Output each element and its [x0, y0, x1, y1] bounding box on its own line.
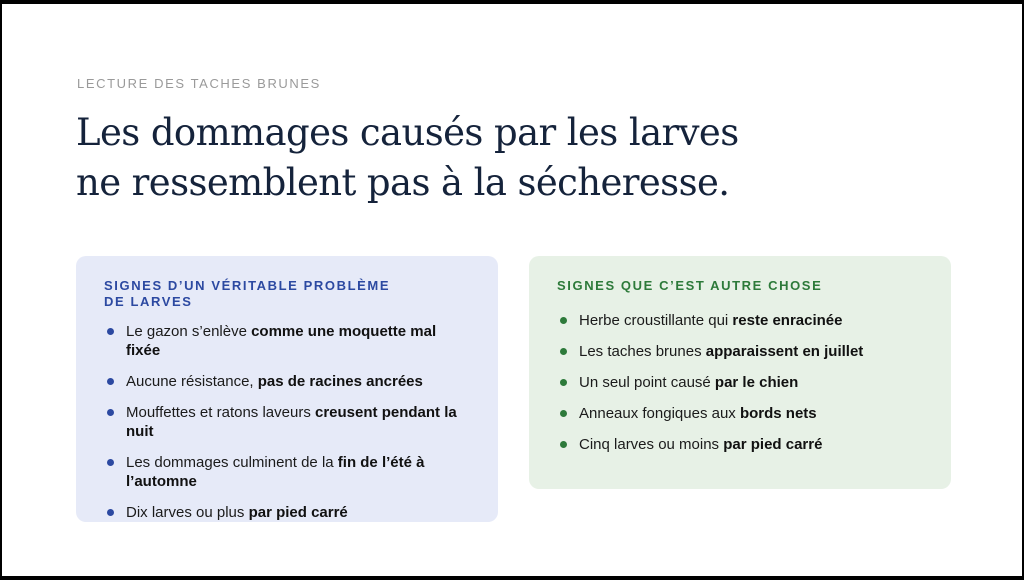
- item-text: Le gazon s’enlève: [126, 323, 252, 340]
- list-item: [557, 435, 923, 454]
- bullet-icon: [107, 509, 114, 516]
- item-text: Cinq larves ou moins: [579, 436, 724, 453]
- item-text: Mouffettes et ratons laveurs: [126, 404, 315, 421]
- bullet-icon: [560, 379, 567, 386]
- bullet-icon: [560, 441, 567, 448]
- list-item: [557, 373, 923, 392]
- item-text: Les dommages culminent de la: [126, 454, 338, 471]
- item-emphasis: par le chien: [714, 374, 799, 391]
- list-item: [104, 322, 470, 360]
- bullet-icon: [560, 348, 567, 355]
- slide: [2, 4, 1022, 576]
- card-heading: [104, 278, 470, 310]
- bullet-icon: [107, 328, 114, 335]
- sign-list: [104, 322, 470, 522]
- item-text: Aucune résistance,: [126, 373, 258, 390]
- title-line-1: Les dommages causés par les larves: [76, 111, 739, 154]
- item-text: Anneaux fongiques aux: [579, 405, 740, 422]
- bullet-icon: [107, 459, 114, 466]
- list-item: [557, 342, 923, 361]
- list-item: [557, 311, 923, 330]
- bullet-icon: [560, 317, 567, 324]
- item-text: Dix larves ou plus: [126, 504, 249, 521]
- other-cause-signs-card: [529, 256, 951, 489]
- item-emphasis: comme une moquette mal fixée: [126, 323, 437, 359]
- sign-list: [557, 311, 923, 454]
- title-line-2: ne ressemblent pas à la sécheresse.: [76, 161, 730, 204]
- bullet-icon: [107, 378, 114, 385]
- list-item: [104, 403, 470, 441]
- item-text: Les taches brunes: [579, 343, 706, 360]
- item-emphasis: bords nets: [739, 405, 817, 422]
- heading-line-1: SIGNES D’UN VÉRITABLE PROBLÈME: [104, 278, 391, 293]
- true-grub-signs-card: [76, 256, 498, 522]
- item-emphasis: par pied carré: [723, 436, 823, 453]
- list-item: [104, 372, 470, 391]
- item-emphasis: par pied carré: [248, 504, 348, 521]
- slide-title: [76, 108, 836, 208]
- bullet-icon: [107, 409, 114, 416]
- heading-line-2: DE LARVES: [104, 294, 193, 309]
- item-text: Herbe croustillante qui: [579, 312, 733, 329]
- item-text: Un seul point causé: [579, 374, 715, 391]
- item-emphasis: reste enracinée: [732, 312, 843, 329]
- bullet-icon: [560, 410, 567, 417]
- item-emphasis: pas de racines ancrées: [257, 373, 423, 390]
- item-emphasis: fin de l’été à l’automne: [126, 454, 425, 490]
- item-emphasis: creusent pendant la nuit: [126, 404, 457, 440]
- eyebrow-label: LECTURE DES TACHES BRUNES: [77, 76, 321, 91]
- item-emphasis: apparaissent en juillet: [705, 343, 864, 360]
- list-item: [557, 404, 923, 423]
- card-heading: SIGNES QUE C’EST AUTRE CHOSE: [557, 278, 823, 293]
- list-item: [104, 453, 470, 491]
- list-item: [104, 503, 470, 522]
